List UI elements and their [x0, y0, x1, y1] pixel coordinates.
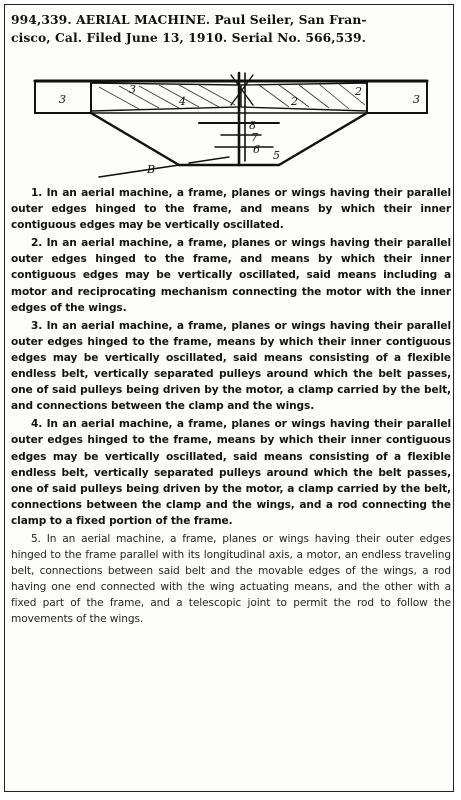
header-line-2: cisco, Cal. Filed June 13, 1910. Serial No. 566,539. [11, 30, 367, 45]
label-wing-left: 4 [179, 95, 186, 108]
label-top-left: 3 [129, 83, 136, 96]
patent-clipping [4, 4, 454, 792]
claim-5: 5. In an aerial machine, a frame, planes or wings having their outer edges hinged to the frame parallel with its longitudinal axis, a motor, an endless traveling belt, connections between said belt and the movable edges of the wings, a rod having one end connected with the wing actuating means, and the other with a fixed part of the frame, and a telescopic joint to permit the rod to follow the movements of the wings. [11, 532, 451, 626]
label-wing-right: 2 [291, 95, 298, 108]
wing-right [241, 83, 367, 111]
aerial-machine-drawing [29, 65, 439, 185]
claim-4: 4. In an aerial machine, a frame, planes or wings having their parallel outer edges hinged to the frame, means by which their inner contiguous edges may be vertically oscillated, said means consisting of a flexible endless belt, vertically separated pulleys around which the belt passes, one of said pulleys being driven by the motor, a clamp carried by the belt, connections between the clamp and the wings, and a rod connecting the clamp to a fixed portion of the frame. [11, 418, 451, 527]
label-bottom-left: B [147, 163, 156, 176]
label-left-end: 3 [59, 93, 66, 106]
label-center-a: 8 [249, 119, 256, 132]
claim-2: 2. In an aerial machine, a frame, planes or wings having their parallel outer edges hinged to the frame, and means by which their inner contiguous edges may be vertically oscillated, said means including a motor and reciprocating mechanism connecting the motor with the inner edges of the wings. [11, 237, 451, 314]
header-line-1: 994,339. AERIAL MACHINE. Paul Seiler, San Fran- [11, 12, 367, 27]
label-center-b: 7 [251, 131, 258, 144]
patent-header [11, 11, 449, 47]
wing-left [91, 83, 239, 111]
label-top-right: 2 [355, 85, 362, 98]
claim-1: 1. In an aerial machine, a frame, planes or wings having their parallel outer edges hinged to the frame, and means by which their inner contiguous edges may be vertically oscillated. [11, 187, 451, 232]
claim-3: 3. In an aerial machine, a frame, planes or wings having their parallel outer edges hinged to the frame, means by which their inner contiguous edges may be vertically oscillated, said means consisting of a flexible endless belt, vertically separated pulleys around which the belt passes, one of said pulleys being driven by the motor, a clamp carried by the belt, and connections between the clamp and the wings. [11, 319, 451, 413]
label-bottom: 5 [273, 149, 280, 162]
label-center-c: 6 [253, 143, 260, 156]
claims-list [11, 185, 451, 630]
label-right-end: 3 [413, 93, 420, 106]
